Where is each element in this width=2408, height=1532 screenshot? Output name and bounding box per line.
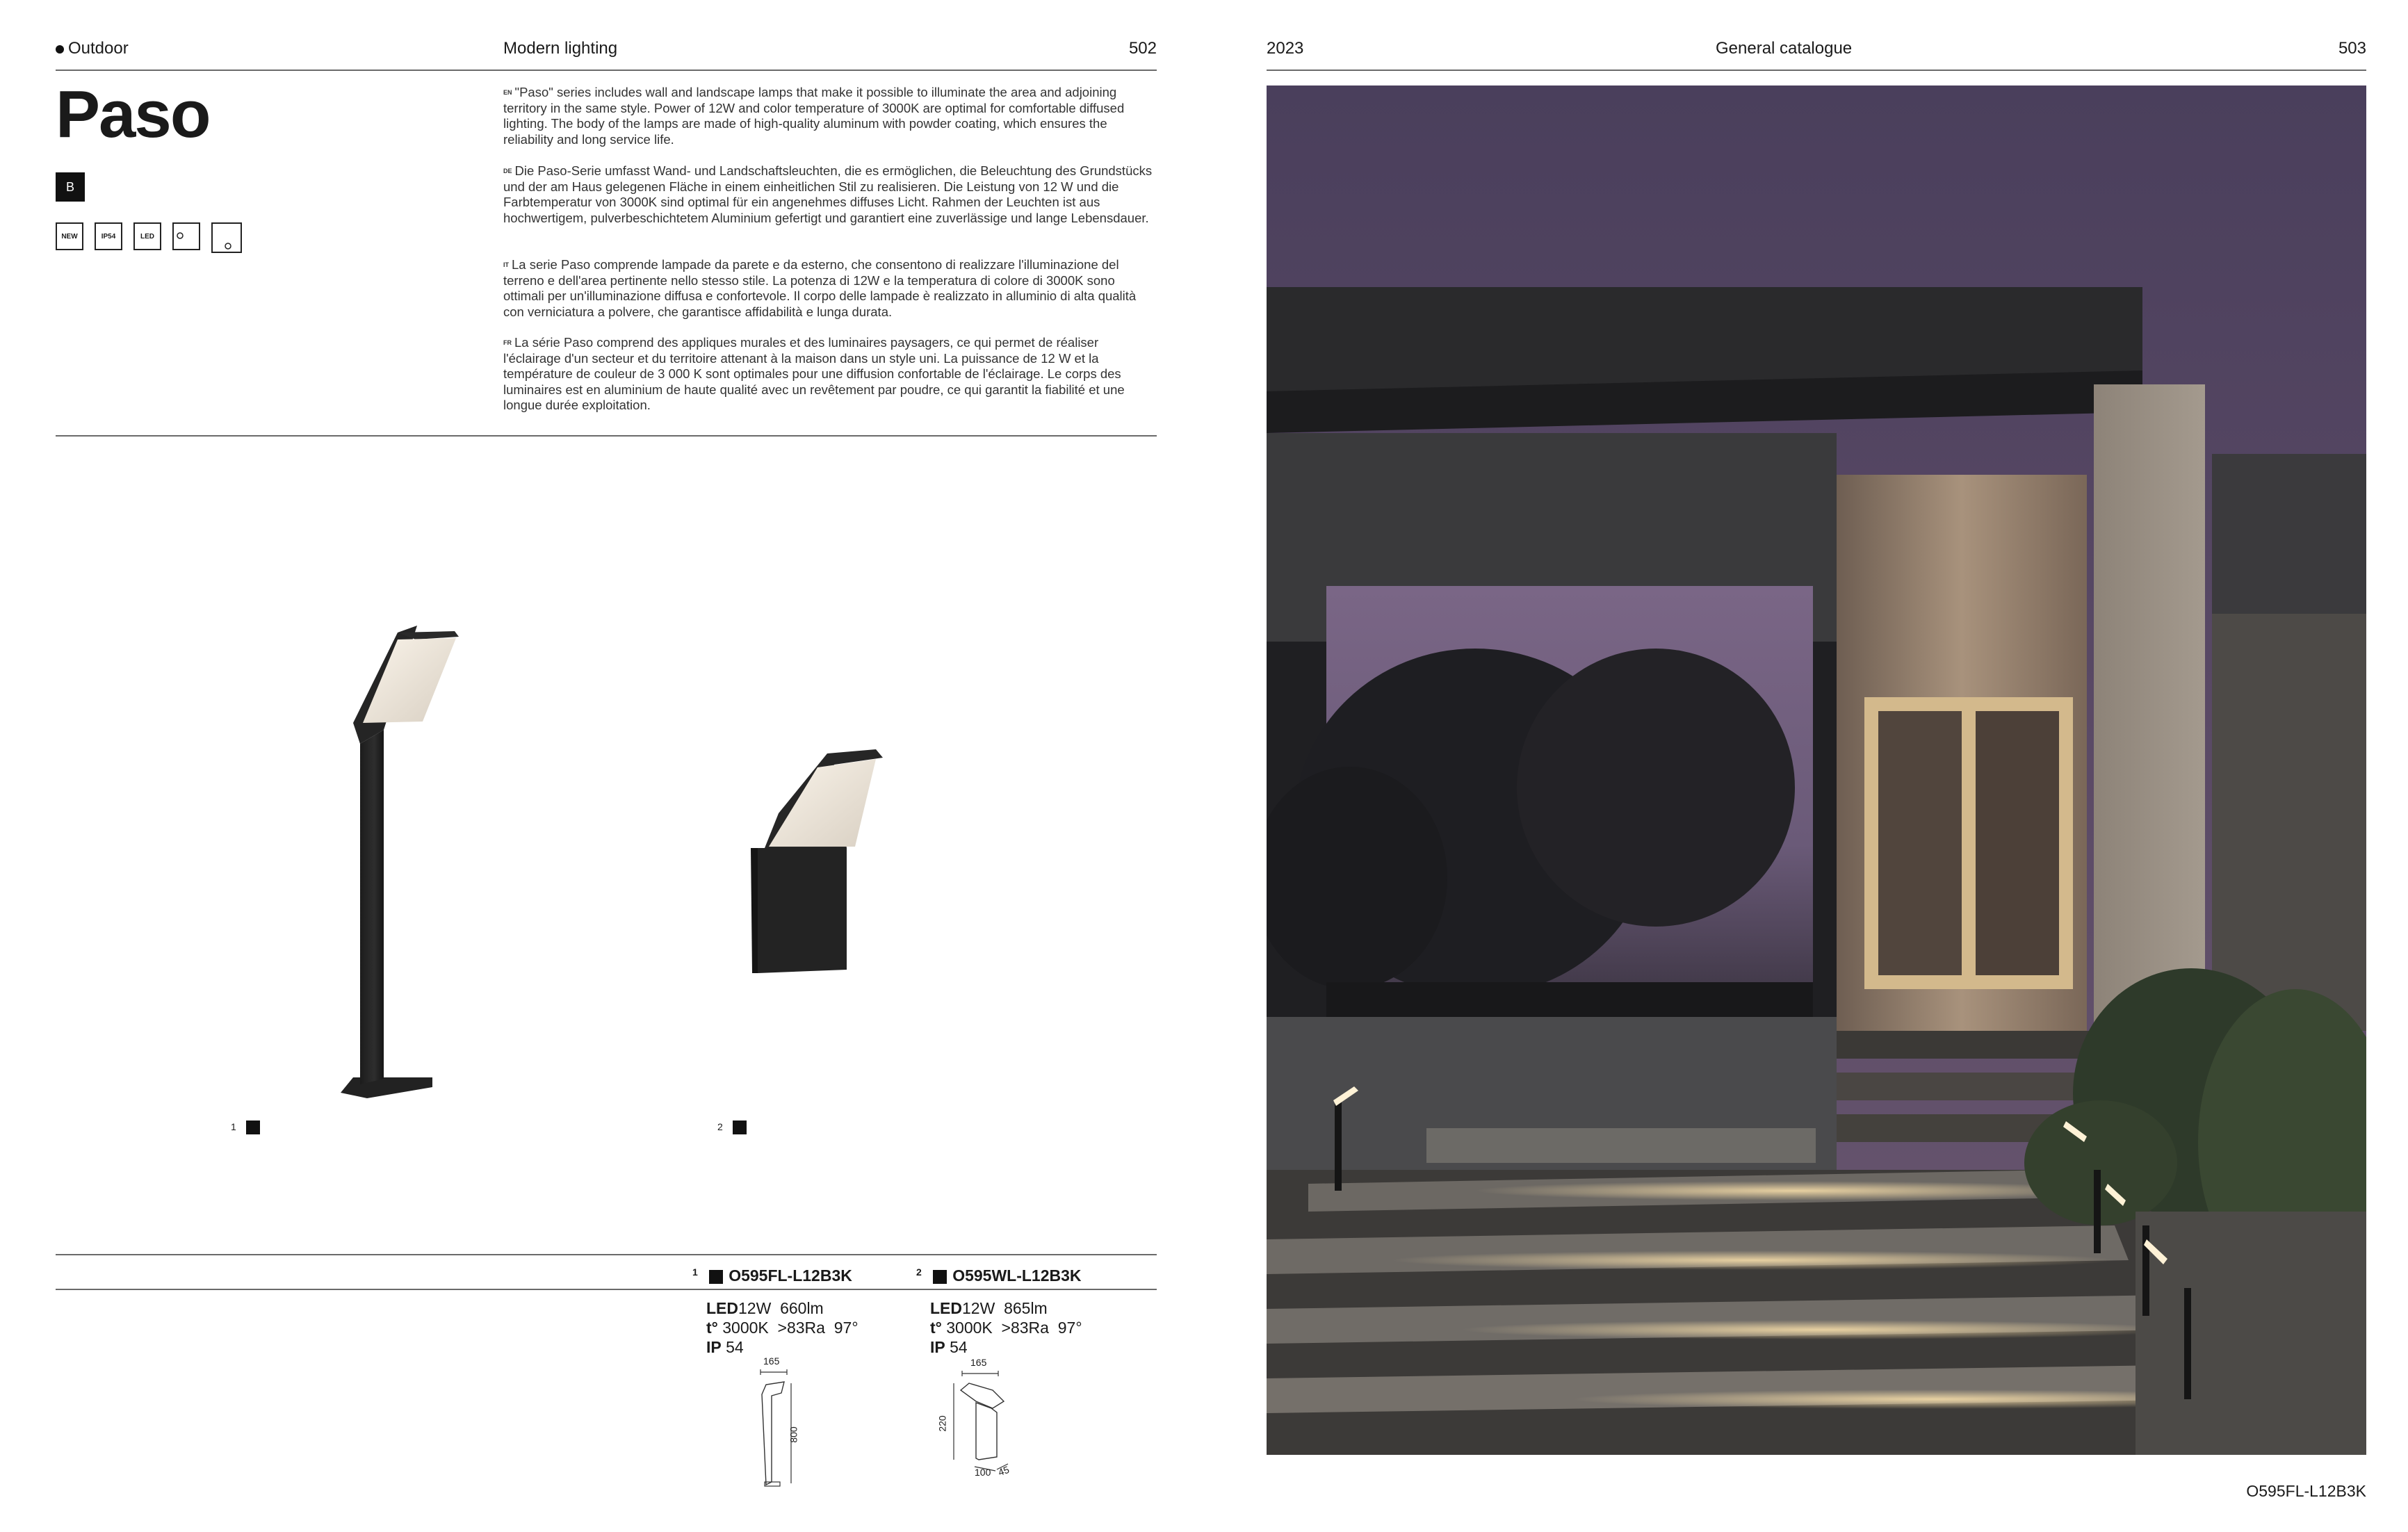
header-divider-left	[56, 70, 1157, 71]
ground-mount-icon	[211, 222, 242, 253]
page-number-right: 503	[2338, 39, 2366, 58]
page-title: Paso	[56, 77, 210, 152]
product-marker-1: 1	[231, 1121, 260, 1134]
spec-block-1: LED12W 660lm t° 3000K >83Ra 97° IP 54	[706, 1299, 859, 1356]
description-de: $^{DE}$ Die Paso-Serie umfasst Wand- und Landschaftsleuchten, die es ermöglichen, die Beleuchtung des Grundstücks und der am Haus gelegenen Fläche in einem einheitlichen Stil zu realisieren. Die Leistung von 12 W und die Farbtemperatur von 3000K sind optimal für ein angenehmes diffuses Licht. Rahmen der Leuchten ist aus hochwertigem, pulverbeschichtetem Aluminium gefertigt und garantiert eine zuverlässige und lange Lebensdauer.	[503, 163, 1153, 225]
product-square-icon	[733, 1121, 747, 1134]
description-fr: $^{FR}$ La série Paso comprend des appliques murales et des luminaires paysagers, ce qui permet de réaliser l'éclairage d'un secteur et du territoire attenant à la maison dans un style uni. La puissance de 12 W et la température de couleur de 3 000 K sont optimales pour une diffusion confortable de l'éclairage. Le corps des luminaires est en aluminium de haute qualité avec un revêtement par poudre, ce qui garantit la fiabilité et une longue durée exploitation.	[503, 335, 1125, 412]
product-code-1: $^1$ O595FL-L12B3K	[692, 1266, 852, 1285]
product-marker-2: 2	[717, 1121, 747, 1134]
catalogue-label: General catalogue	[1716, 39, 1853, 58]
spec-top-divider	[56, 1254, 1157, 1255]
dimension-drawing-1: 165 800	[751, 1360, 862, 1499]
tag-new: NEW	[56, 222, 83, 250]
dimension-drawing-2: 165 220 100 45	[936, 1357, 1011, 1478]
description-en: $^{EN}$ "Paso" series includes wall and landscape lamps that make it possible to illuminate the area and adjoining territory in the same style. Power of 12W and color temperature of 3000K are optimal for comfortable diffused lighting. The body of the lamps are made of high-quality aluminum with powder coating, which ensures the reliability and long service life.	[503, 85, 1125, 147]
tag-ip54: IP54	[95, 222, 122, 250]
page-number-left: 502	[1128, 39, 1157, 58]
year-label: 2023	[1267, 39, 1304, 58]
wall-mount-icon	[172, 222, 200, 250]
bollard-lamp-image	[320, 619, 487, 1105]
wall-lamp-image	[751, 744, 918, 980]
product-square-icon	[933, 1270, 947, 1284]
category-label: Modern lighting	[503, 39, 618, 58]
header-divider-right	[1267, 70, 2366, 71]
photo-caption: O595FL-L12B3K	[2246, 1482, 2366, 1500]
product-square-icon	[709, 1270, 723, 1284]
spec-block-2: LED12W 865lm t° 3000K >83Ra 97° IP 54	[930, 1299, 1082, 1356]
product-code-2: $^2$ O595WL-L12B3K	[916, 1266, 1082, 1285]
description-divider	[56, 435, 1157, 437]
section-label: Outdoor	[56, 39, 129, 58]
spec-mid-divider	[56, 1289, 1157, 1290]
description-it: $^{IT}$ La serie Paso comprende lampade da parete e da esterno, che consentono di realizzare l'illuminazione del terreno e dell'area pertinente nello stesso stile. La potenza di 12W e la temperatura di colore di 3000K sono ottimali per un'illuminazione diffusa e confortevole. Il corpo delle lampade è realizzato in alluminio di alta qualità con verniciatura a polvere, che garantisce affidabilità e lunga durata.	[503, 257, 1137, 319]
class-badge: B	[56, 172, 85, 202]
tag-led: LED	[133, 222, 161, 250]
bullet-icon	[56, 45, 64, 54]
product-square-icon	[246, 1121, 260, 1134]
architecture-photo	[1267, 85, 2366, 1455]
